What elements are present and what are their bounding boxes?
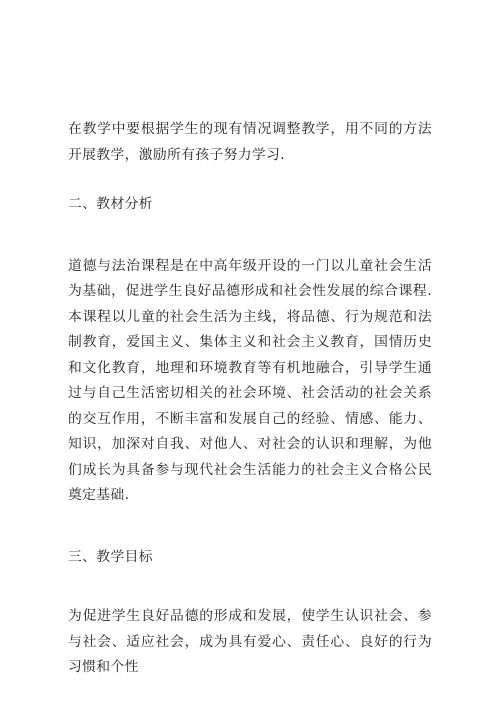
analysis-paragraph: 道德与法治课程是在中高年级开设的一门以儿童社会生活为基础，促进学生良好品德形成和社会性发展的综合课程. 本课程以儿童的社会生活为主线，将品德、行为规范和法制教育，爱国主义、集体主义和社会主义教育，国情历史和文化教育，地理和环境教育等有机地融合，引导学生通过与自己生活密切相关的社会环境、社会活动的社会关系的交互作用，不断丰富和发展自己的经验、情感、能力、知识，加深对自我、对他人、对社会的认识和理解，为他们成长为具备参与现代社会生活能力的社会主义合格公民奠定基础. bbox=[68, 257, 432, 503]
section-heading-teaching-objectives: 三、教学目标 bbox=[68, 548, 153, 565]
intro-paragraph: 在教学中要根据学生的现有情况调整教学，用不同的方法开展教学，激励所有孩子努力学习. bbox=[68, 121, 432, 163]
objectives-paragraph: 为促进学生良好品德的形成和发展，使学生认识社会、参与社会、适应社会，成为具有爱心、责任心、良好的行为习惯和个性 bbox=[68, 608, 432, 675]
section-heading-textbook-analysis: 二、教材分析 bbox=[68, 196, 153, 212]
document-body bbox=[68, 117, 432, 681]
